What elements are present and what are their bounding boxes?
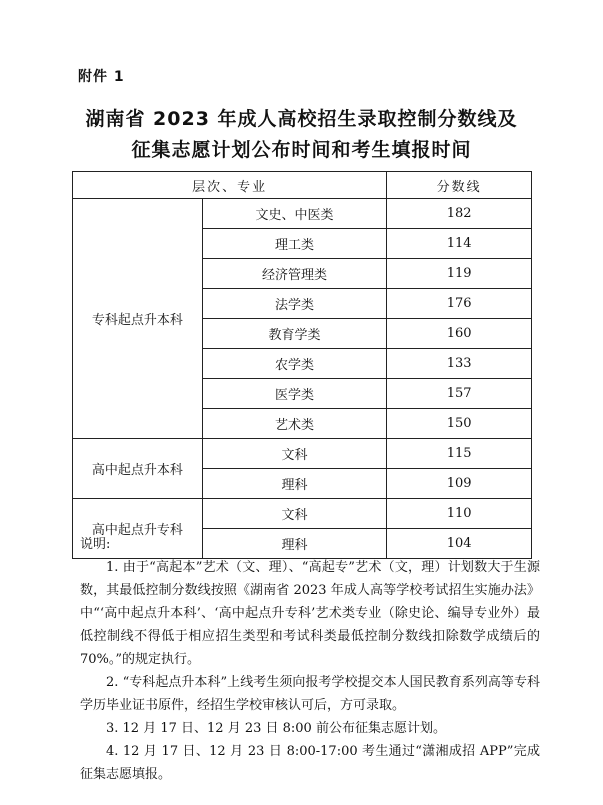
subject-cell: 文科	[202, 439, 387, 469]
score-cell: 114	[387, 229, 532, 259]
group-name: 高中起点升专科	[73, 499, 203, 559]
table-header-row	[73, 172, 532, 199]
score-table	[72, 171, 532, 559]
score-cell: 150	[387, 409, 532, 439]
table-row	[73, 439, 532, 469]
table-row	[73, 499, 532, 529]
header-category: 层次、专业	[73, 172, 387, 199]
subject-cell: 经济管理类	[202, 259, 387, 289]
note-item: 3. 12 月 17 日、12 月 23 日 8:00 前公布征集志愿计划。	[106, 721, 446, 736]
notes-heading: 说明:	[80, 537, 111, 552]
score-cell: 176	[387, 289, 532, 319]
group-name: 专科起点升本科	[73, 199, 203, 439]
note-item: 1. 由于“高起本”艺术（文、理）、“高起专”艺术（文，理）计划数大于生源数，其最低控制分数线按照《湖南省 2023 年成人高等学校考试招生实施办法》中“‘高中起点升本科’、‘高中起点升专科’艺术类专业（除史论、编导专业外）最低控制线不得低于相应招生类型和考试科类最低控制分数线扣除数学成绩后的 70%。”的规定执行。	[80, 560, 540, 667]
group-name: 高中起点升本科	[73, 439, 203, 499]
note-item: 2. “专科起点升本科”上线考生须向报考学校提交本人国民教育系列高等专科学历毕业证书原件，经招生学校审核认可后，方可录取。	[80, 675, 540, 713]
attachment-label: 附件 1	[78, 69, 125, 85]
score-cell: 119	[387, 259, 532, 289]
subject-cell: 医学类	[202, 379, 387, 409]
score-cell: 157	[387, 379, 532, 409]
document-title-line-2: 征集志愿计划公布时间和考生填报时间	[131, 139, 472, 161]
score-cell: 115	[387, 439, 532, 469]
score-cell: 110	[387, 499, 532, 529]
score-cell: 133	[387, 349, 532, 379]
subject-cell: 法学类	[202, 289, 387, 319]
subject-cell: 农学类	[202, 349, 387, 379]
subject-cell: 理科	[202, 529, 387, 559]
subject-cell: 理科	[202, 469, 387, 499]
subject-cell: 理工类	[202, 229, 387, 259]
score-cell: 160	[387, 319, 532, 349]
notes-section	[80, 533, 540, 786]
subject-cell: 教育学类	[202, 319, 387, 349]
score-cell: 104	[387, 529, 532, 559]
subject-cell: 文史、中医类	[202, 199, 387, 229]
subject-cell: 艺术类	[202, 409, 387, 439]
score-cell: 182	[387, 199, 532, 229]
document-title-line-1: 湖南省 2023 年成人高校招生录取控制分数线及	[85, 108, 518, 130]
table-row	[73, 199, 532, 229]
header-score: 分数线	[387, 172, 532, 199]
subject-cell: 文科	[202, 499, 387, 529]
score-cell: 109	[387, 469, 532, 499]
note-item: 4. 12 月 17 日、12 月 23 日 8:00-17:00 考生通过“潇湘成招 APP”完成征集志愿填报。	[80, 744, 540, 782]
